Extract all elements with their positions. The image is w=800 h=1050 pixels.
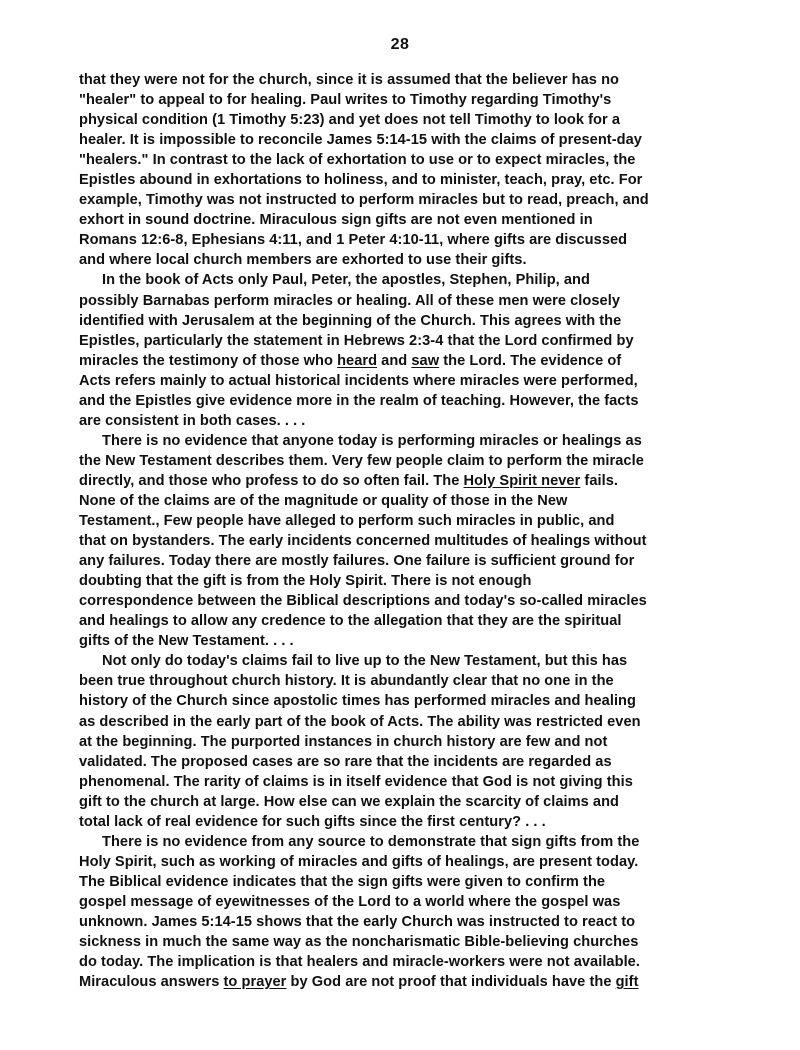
body-text: [79, 70, 733, 992]
text-line: [79, 371, 733, 391]
text-line: [79, 792, 733, 812]
text-segment: phenomenal. The rarity of claims is in itself evidence that God is not giving this: [79, 773, 633, 790]
text-line: [79, 972, 733, 992]
text-segment: are consistent in both cases. . . .: [79, 412, 306, 429]
text-line: [79, 651, 733, 671]
text-segment: and: [377, 352, 412, 369]
text-segment: validated. The proposed cases are so rare that the incidents are regarded as: [79, 753, 612, 770]
text-line: [79, 150, 733, 170]
text-segment: Epistles abound in exhortations to holiness, and to minister, teach, pray, etc. For: [79, 172, 643, 189]
text-segment: physical condition (1 Timothy 5:23) and yet does not tell Timothy to look for a: [79, 112, 621, 129]
text-segment: do today. The implication is that healers and miracle-workers were not available.: [79, 954, 640, 971]
text-segment: miracles the testimony of those who: [79, 352, 338, 369]
text-segment: correspondence between the Biblical descriptions and today's so-called miracles: [79, 593, 647, 610]
text-segment: Holy Spirit, such as working of miracles and gifts of healings, are present today.: [79, 853, 639, 870]
text-line: [79, 952, 733, 972]
underlined-text: Holy Spirit never: [463, 472, 581, 489]
underlined-text: to prayer: [223, 974, 287, 991]
text-line: [79, 190, 733, 210]
text-segment: at the beginning. The purported instances in church history are few and not: [79, 733, 608, 750]
text-segment: exhort in sound doctrine. Miraculous sign gifts are not even mentioned in: [79, 212, 593, 229]
text-segment: In the book of Acts only Paul, Peter, the apostles, Stephen, Philip, and: [102, 272, 590, 289]
text-segment: "healers." In contrast to the lack of exhortation to use or to expect miracles, the: [79, 152, 636, 169]
text-line: [79, 351, 733, 371]
text-segment: and where local church members are exhorted to use their gifts.: [79, 252, 527, 269]
text-segment: sickness in much the same way as the noncharismatic Bible-believing churches: [79, 934, 639, 951]
text-segment: Acts refers mainly to actual historical incidents where miracles were performed,: [79, 372, 638, 389]
text-line: [79, 130, 733, 150]
text-line: [79, 872, 733, 892]
text-line: [79, 291, 733, 311]
text-segment: been true throughout church history. It is abundantly clear that no one in the: [79, 673, 614, 690]
text-segment: possibly Barnabas perform miracles or healing. All of these men were closely: [79, 292, 620, 309]
underlined-text: heard: [337, 352, 378, 369]
text-line: [79, 531, 733, 551]
text-line: [79, 611, 733, 631]
text-segment: the New Testament describes them. Very few people claim to perform the miracle: [79, 452, 644, 469]
text-line: [79, 812, 733, 832]
text-line: [79, 391, 733, 411]
text-line: [79, 170, 733, 190]
text-segment: The Biblical evidence indicates that the sign gifts were given to confirm the: [79, 873, 606, 890]
text-segment: by God are not proof that individuals have the: [286, 974, 616, 991]
text-line: [79, 691, 733, 711]
text-line: [79, 471, 733, 491]
text-line: [79, 912, 733, 932]
text-line: [79, 311, 733, 331]
underlined-text: saw: [411, 352, 440, 369]
underlined-text: gift: [615, 974, 639, 991]
text-line: [79, 270, 733, 290]
text-line: [79, 832, 733, 852]
text-segment: Epistles, particularly the statement in Hebrews 2:3-4 that the Lord confirmed by: [79, 332, 634, 349]
text-line: [79, 852, 733, 872]
text-line: [79, 431, 733, 451]
text-line: [79, 210, 733, 230]
text-segment: total lack of real evidence for such gifts since the first century? . . .: [79, 813, 546, 830]
text-line: [79, 631, 733, 651]
text-line: [79, 451, 733, 471]
text-segment: Not only do today's claims fail to live up to the New Testament, but this has: [102, 653, 628, 670]
text-segment: and the Epistles give evidence more in the realm of teaching. However, the facts: [79, 392, 639, 409]
text-line: [79, 250, 733, 270]
text-segment: identified with Jerusalem at the beginning of the Church. This agrees with the: [79, 312, 622, 329]
text-line: [79, 571, 733, 591]
text-segment: There is no evidence that anyone today is performing miracles or healings as: [102, 432, 642, 449]
text-line: [79, 752, 733, 772]
page-number: 28: [390, 36, 410, 53]
text-segment: None of the claims are of the magnitude or quality of those in the New: [79, 492, 568, 509]
text-line: [79, 551, 733, 571]
text-segment: There is no evidence from any source to demonstrate that sign gifts from the: [102, 833, 640, 850]
text-line: [79, 732, 733, 752]
text-line: [79, 411, 733, 431]
text-segment: the Lord. The evidence of: [439, 352, 622, 369]
text-line: [79, 671, 733, 691]
text-line: [79, 230, 733, 250]
text-line: [79, 892, 733, 912]
text-segment: "healer" to appeal to for healing. Paul writes to Timothy regarding Timothy's: [79, 92, 612, 109]
text-line: [79, 591, 733, 611]
text-segment: Miraculous answers: [79, 974, 224, 991]
text-segment: directly, and those who profess to do so often fail. The: [79, 472, 464, 489]
text-segment: gospel message of eyewitnesses of the Lord to a world where the gospel was: [79, 893, 621, 910]
text-segment: healer. It is impossible to reconcile James 5:14-15 with the claims of present-day: [79, 132, 642, 149]
text-segment: doubting that the gift is from the Holy Spirit. There is not enough: [79, 573, 532, 590]
text-segment: Testament., Few people have alleged to perform such miracles in public, and: [79, 513, 615, 530]
text-segment: unknown. James 5:14-15 shows that the early Church was instructed to react to: [79, 913, 636, 930]
text-segment: gift to the church at large. How else can we explain the scarcity of claims and: [79, 793, 620, 810]
text-segment: that they were not for the church, since it is assumed that the believer has no: [79, 72, 619, 88]
text-segment: fails.: [580, 472, 618, 489]
text-segment: that on bystanders. The early incidents concerned multitudes of healings without: [79, 533, 647, 550]
text-segment: example, Timothy was not instructed to perform miracles but to read, preach, and: [79, 192, 649, 209]
text-segment: as described in the early part of the book of Acts. The ability was restricted even: [79, 713, 641, 730]
text-line: [79, 772, 733, 792]
text-line: [79, 511, 733, 531]
text-segment: gifts of the New Testament. . . .: [79, 633, 294, 650]
text-line: [79, 712, 733, 732]
text-line: [79, 110, 733, 130]
text-segment: Romans 12:6-8, Ephesians 4:11, and 1 Peter 4:10-11, where gifts are discussed: [79, 232, 628, 249]
text-line: [79, 491, 733, 511]
text-line: [79, 331, 733, 351]
text-segment: history of the Church since apostolic times has performed miracles and healing: [79, 693, 636, 710]
text-segment: any failures. Today there are mostly failures. One failure is sufficient ground for: [79, 553, 635, 570]
text-segment: and healings to allow any credence to the allegation that they are the spiritual: [79, 613, 622, 630]
text-line: [79, 932, 733, 952]
text-line: [79, 90, 733, 110]
text-line: [79, 70, 733, 90]
